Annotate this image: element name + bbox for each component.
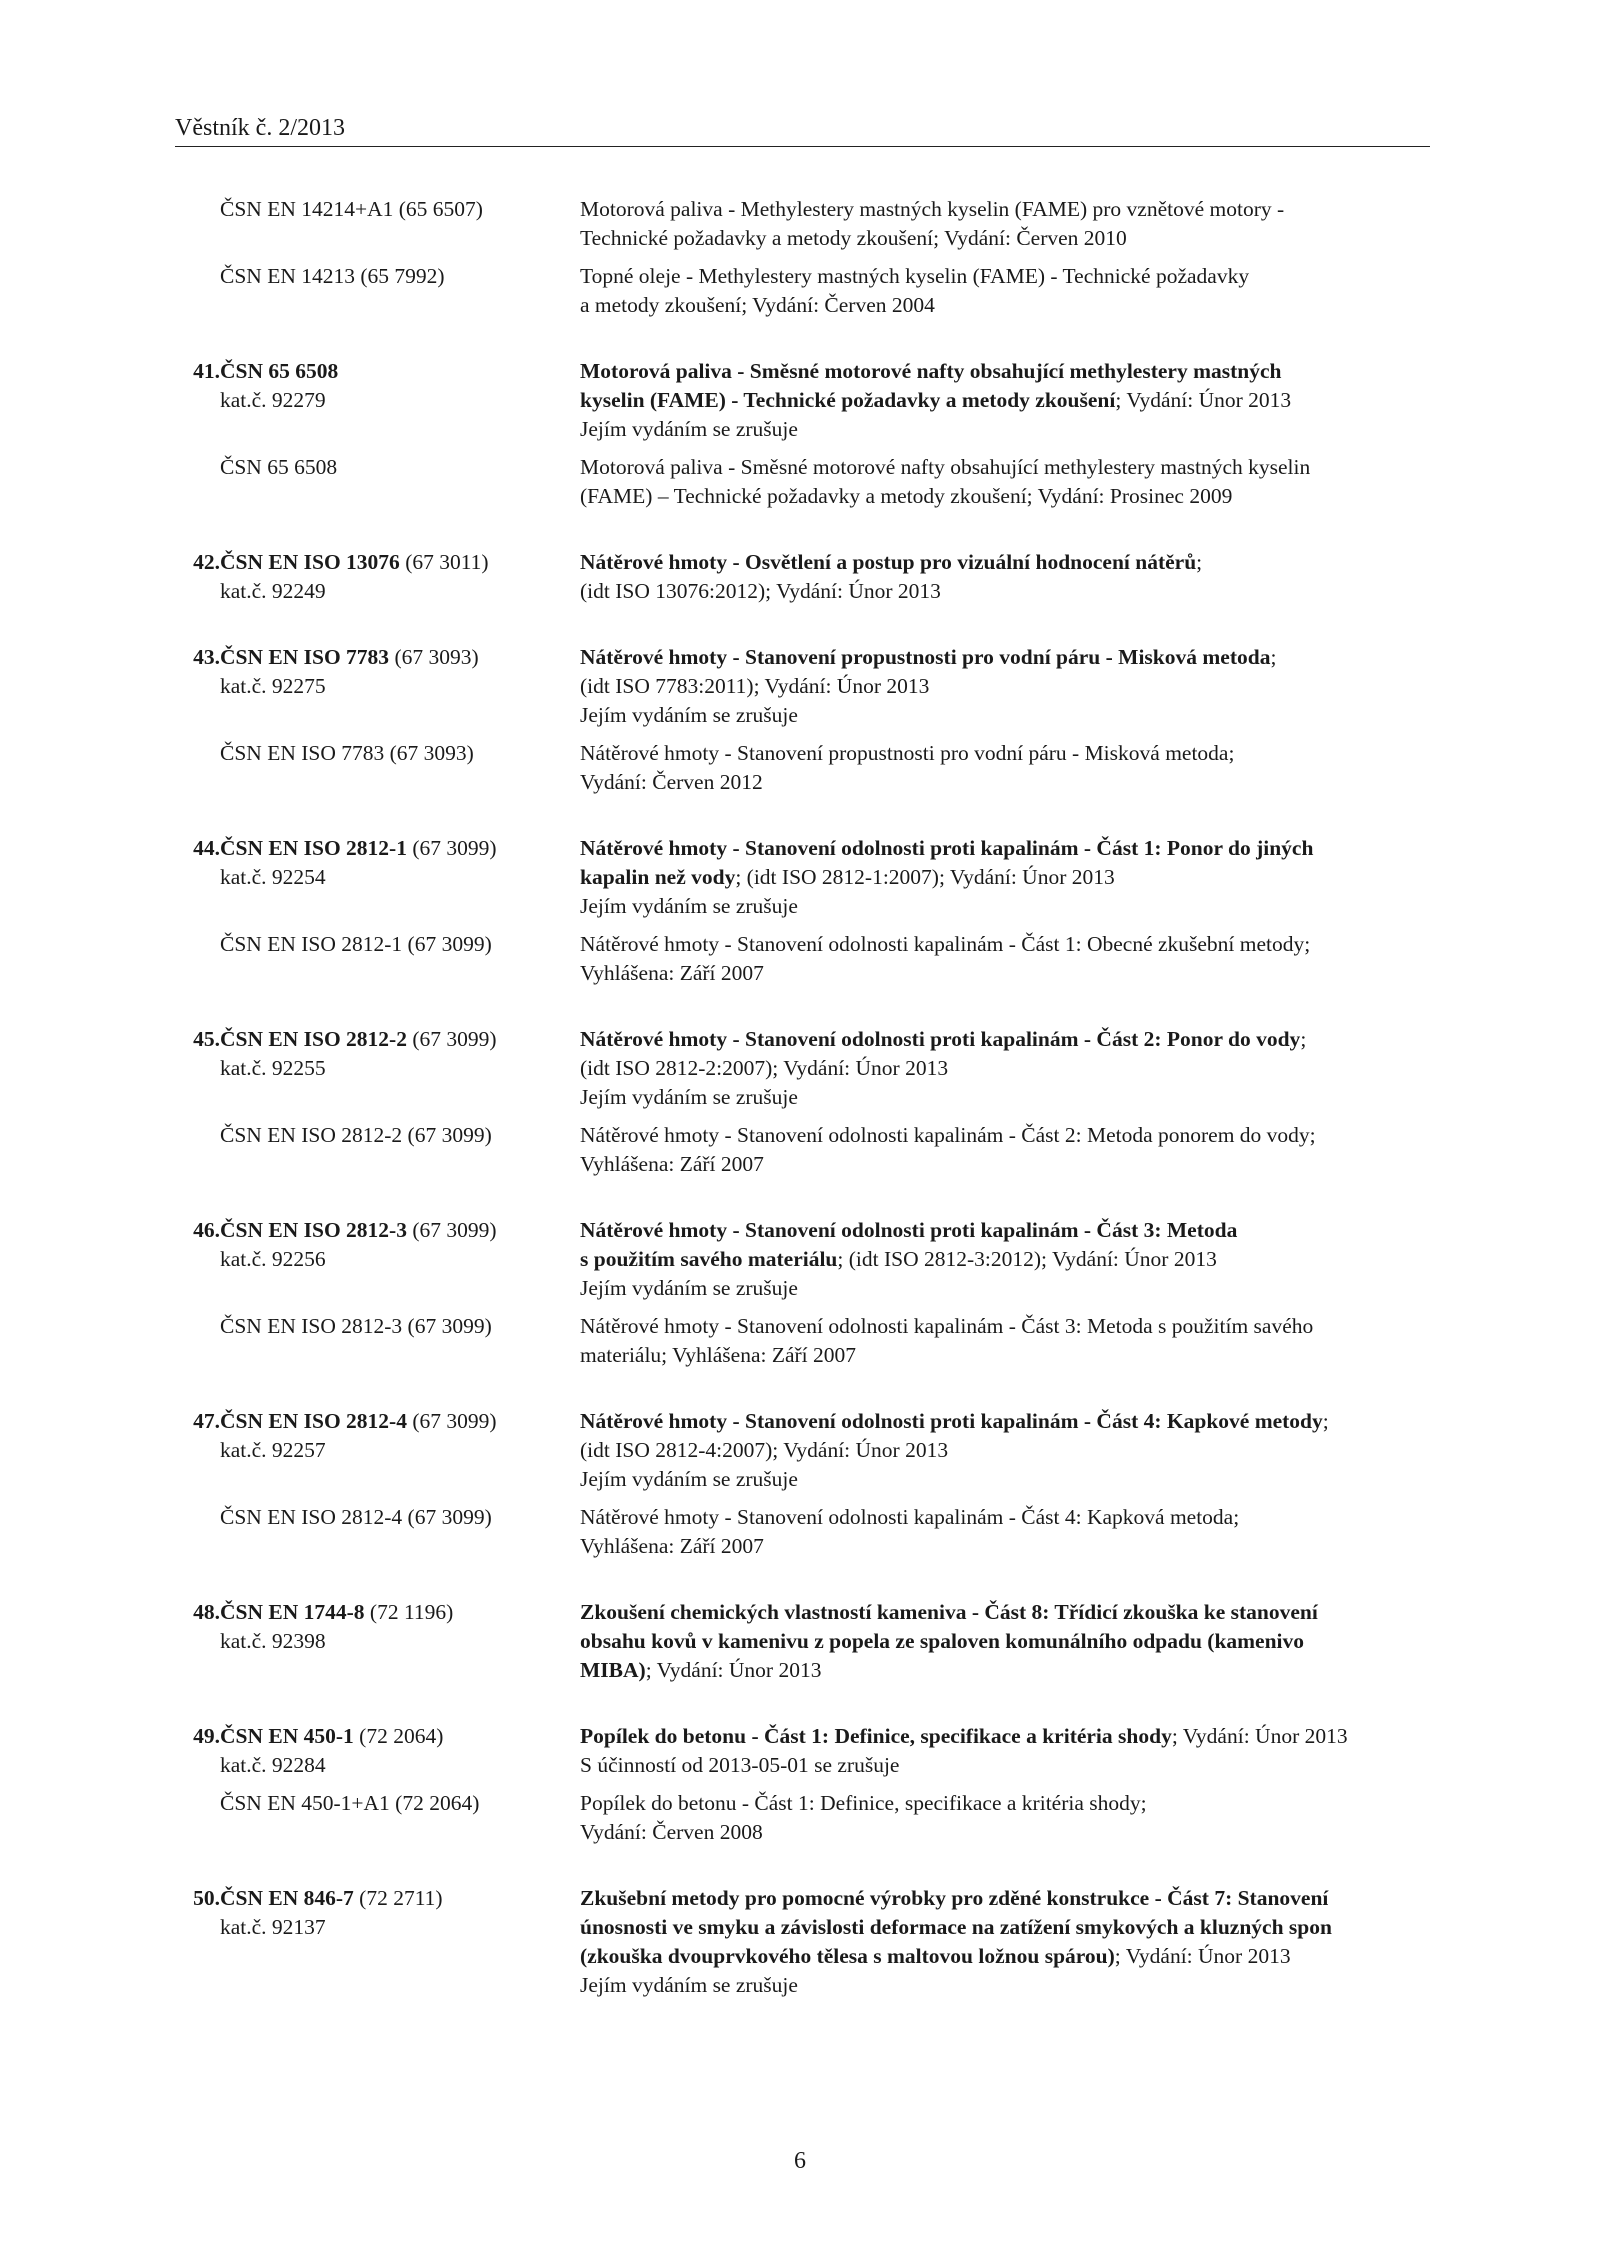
standard-code-line — [220, 548, 580, 577]
title-line — [580, 1751, 1430, 1780]
standard-title — [580, 1407, 1430, 1494]
title-regular-text: S účinností od 2013-05-01 se zrušuje — [580, 1753, 900, 1777]
title-line — [580, 1216, 1430, 1245]
standard-identifier — [175, 357, 580, 444]
replaced-standard-description — [580, 453, 1430, 511]
title-line — [580, 1598, 1430, 1627]
standard-code: ČSN 65 6508 — [220, 359, 339, 383]
standard-code-line — [220, 1216, 580, 1245]
standard-code: ČSN EN ISO 2812-1 — [220, 836, 407, 860]
standard-code: ČSN EN ISO 7783 — [220, 645, 390, 669]
title-line — [580, 415, 1430, 444]
classification-code: (67 3099) — [406, 1409, 497, 1433]
replaced-standard-description — [580, 1503, 1430, 1561]
replaced-standard-description — [580, 1312, 1430, 1370]
replaced-standard-description — [580, 195, 1430, 253]
catalog-number: kat.č. 92284 — [220, 1753, 326, 1777]
title-line — [580, 1245, 1430, 1274]
description-line: Motorová paliva - Methylestery mastných kyselin (FAME) pro vznětové motory - — [580, 197, 1285, 221]
standard-identifier — [175, 643, 580, 730]
entry-number: 45. — [193, 1027, 220, 1051]
classification-code: (67 3099) — [406, 1218, 497, 1242]
standard-entry — [175, 643, 1430, 797]
standard-title — [580, 1025, 1430, 1112]
title-bold-text: Nátěrové hmoty - Stanovení odolnosti proti kapalinám - Část 4: Kapkové metody — [580, 1409, 1323, 1433]
page-number: 6 — [794, 2148, 806, 2174]
title-regular-text: Jejím vydáním se zrušuje — [580, 1467, 798, 1491]
title-regular-text: ; — [1300, 1027, 1307, 1051]
standard-entry — [175, 834, 1430, 988]
replaced-standard-description — [580, 739, 1430, 797]
replaced-standard-code — [175, 195, 580, 253]
description-line: Vyhlášena: Září 2007 — [580, 961, 764, 985]
title-bold-text: Nátěrové hmoty - Stanovení odolnosti proti kapalinám - Část 2: Ponor do vody — [580, 1027, 1301, 1051]
standards-list — [175, 195, 1430, 2037]
title-line — [580, 892, 1430, 921]
title-line — [580, 1025, 1430, 1054]
title-line — [580, 1722, 1430, 1751]
standard-title — [580, 1598, 1430, 1685]
standard-title — [580, 1884, 1430, 2000]
title-bold-text: (zkouška dvouprvkového tělesa s maltovou ložnou spárou) — [580, 1944, 1115, 1968]
title-line — [580, 1942, 1430, 1971]
standard-code-line — [220, 1407, 580, 1436]
standard-code: ČSN EN ISO 2812-3 (67 3099) — [220, 1314, 492, 1338]
classification-code: (72 2711) — [353, 1886, 443, 1910]
description-line: Vyhlášena: Září 2007 — [580, 1534, 764, 1558]
title-regular-text: Jejím vydáním se zrušuje — [580, 1973, 798, 1997]
standard-code-line — [220, 834, 580, 863]
standard-code-line — [220, 1884, 580, 1913]
replaced-standard-row — [175, 453, 1430, 511]
title-regular-text: (idt ISO 2812-4:2007); Vydání: Únor 2013 — [580, 1438, 949, 1462]
description-line: a metody zkoušení; Vydání: Červen 2004 — [580, 293, 935, 317]
entry-number: 46. — [193, 1218, 220, 1242]
standard-entry — [175, 1598, 1430, 1685]
title-bold-text: Nátěrové hmoty - Stanovení odolnosti proti kapalinám - Část 3: Metoda — [580, 1218, 1238, 1242]
replaced-standard-code — [175, 453, 580, 511]
standard-title — [580, 643, 1430, 730]
catalog-number: kat.č. 92249 — [220, 579, 326, 603]
catalog-number: kat.č. 92256 — [220, 1247, 326, 1271]
title-line — [580, 1627, 1430, 1656]
replaced-standard-row — [175, 1121, 1430, 1179]
journal-title: Věstník č. 2/2013 — [175, 115, 345, 141]
replaced-standard-row — [175, 1789, 1430, 1847]
standard-code: ČSN EN ISO 2812-2 (67 3099) — [220, 1123, 492, 1147]
title-line — [580, 1274, 1430, 1303]
title-regular-text: ; — [1270, 645, 1277, 669]
standard-code-line — [220, 643, 580, 672]
new-standard-row — [175, 548, 1430, 606]
title-regular-text: ; — [1196, 550, 1203, 574]
entry-number: 47. — [193, 1409, 220, 1433]
new-standard-row — [175, 1598, 1430, 1685]
classification-code: (67 3099) — [406, 836, 497, 860]
standard-code-line — [220, 1025, 580, 1054]
title-regular-text: (idt ISO 13076:2012); Vydání: Únor 2013 — [580, 579, 941, 603]
standard-identifier — [175, 1884, 580, 2000]
standard-identifier — [175, 1025, 580, 1112]
entry-number: 50. — [193, 1886, 220, 1910]
standard-code: ČSN EN 14213 (65 7992) — [220, 264, 445, 288]
catalog-number: kat.č. 92398 — [220, 1629, 326, 1653]
title-bold-text: Motorová paliva - Směsné motorové nafty obsahující methylestery mastných — [580, 359, 1282, 383]
title-line — [580, 1913, 1430, 1942]
title-line — [580, 1083, 1430, 1112]
entry-number: 43. — [193, 645, 220, 669]
replaced-standard-code — [175, 1503, 580, 1561]
classification-code: (67 3099) — [406, 1027, 497, 1051]
new-standard-row — [175, 357, 1430, 444]
standard-entry — [175, 548, 1430, 606]
standard-code: ČSN EN ISO 2812-4 (67 3099) — [220, 1505, 492, 1529]
title-regular-text: ; (idt ISO 2812-3:2012); Vydání: Únor 2013 — [837, 1247, 1217, 1271]
description-line: Nátěrové hmoty - Stanovení odolnosti kapalinám - Část 3: Metoda s použitím savého — [580, 1314, 1314, 1338]
standard-identifier — [175, 834, 580, 921]
standard-code: ČSN EN ISO 2812-4 — [220, 1409, 407, 1433]
catalog-number: kat.č. 92279 — [220, 388, 326, 412]
description-line: Vydání: Červen 2012 — [580, 770, 763, 794]
standard-entry — [175, 1407, 1430, 1561]
title-line — [580, 548, 1430, 577]
replaced-standard-row — [175, 739, 1430, 797]
title-regular-text: Jejím vydáním se zrušuje — [580, 894, 798, 918]
standard-code: ČSN EN ISO 2812-3 — [220, 1218, 407, 1242]
title-line — [580, 643, 1430, 672]
description-line: materiálu; Vyhlášena: Září 2007 — [580, 1343, 857, 1367]
description-line: Popílek do betonu - Část 1: Definice, specifikace a kritéria shody; — [580, 1791, 1147, 1815]
new-standard-row — [175, 1722, 1430, 1780]
replaced-standard-code — [175, 1121, 580, 1179]
title-line — [580, 1465, 1430, 1494]
standard-code: ČSN EN ISO 2812-2 — [220, 1027, 407, 1051]
description-line: Motorová paliva - Směsné motorové nafty obsahující methylestery mastných kyselin — [580, 455, 1311, 479]
description-line: (FAME) – Technické požadavky a metody zkoušení; Vydání: Prosinec 2009 — [580, 484, 1233, 508]
title-regular-text: (idt ISO 7783:2011); Vydání: Únor 2013 — [580, 674, 930, 698]
replaced-standard-row — [175, 1312, 1430, 1370]
title-bold-text: Nátěrové hmoty - Stanovení propustnosti pro vodní páru - Misková metoda — [580, 645, 1271, 669]
standard-title — [580, 1722, 1430, 1780]
catalog-number: kat.č. 92255 — [220, 1056, 326, 1080]
title-line — [580, 357, 1430, 386]
standard-title — [580, 548, 1430, 606]
title-regular-text: ; Vydání: Únor 2013 — [1114, 1944, 1291, 1968]
entry-number: 41. — [193, 359, 220, 383]
description-line: Nátěrové hmoty - Stanovení propustnosti pro vodní páru - Misková metoda; — [580, 741, 1235, 765]
title-line — [580, 1407, 1430, 1436]
title-line — [580, 386, 1430, 415]
standard-identifier — [175, 548, 580, 606]
title-regular-text: ; — [1322, 1409, 1329, 1433]
replaced-standard-code — [175, 930, 580, 988]
replaced-standard-row — [175, 1503, 1430, 1561]
replaced-standard-code — [175, 262, 580, 320]
title-bold-text: únosnosti ve smyku a závislosti deformace na zatížení smykových a kluzných spon — [580, 1915, 1332, 1939]
title-bold-text: kyselin (FAME) - Technické požadavky a metody zkoušení — [580, 388, 1116, 412]
standard-identifier — [175, 1598, 580, 1685]
description-line: Nátěrové hmoty - Stanovení odolnosti kapalinám - Část 4: Kapková metoda; — [580, 1505, 1240, 1529]
description-line: Vyhlášena: Září 2007 — [580, 1152, 764, 1176]
standard-entry — [175, 357, 1430, 511]
catalog-number: kat.č. 92254 — [220, 865, 326, 889]
catalog-number: kat.č. 92137 — [220, 1915, 326, 1939]
standard-title — [580, 834, 1430, 921]
classification-code: (67 3093) — [389, 645, 479, 669]
replaced-standard-row — [175, 930, 1430, 988]
title-regular-text: Jejím vydáním se zrušuje — [580, 1276, 798, 1300]
new-standard-row — [175, 834, 1430, 921]
new-standard-row — [175, 1025, 1430, 1112]
catalog-number: kat.č. 92275 — [220, 674, 326, 698]
new-standard-row — [175, 1884, 1430, 2000]
standard-code: ČSN EN 450-1+A1 (72 2064) — [220, 1791, 480, 1815]
title-line — [580, 1884, 1430, 1913]
standard-identifier — [175, 1216, 580, 1303]
title-regular-text: Jejím vydáním se zrušuje — [580, 417, 798, 441]
title-line — [580, 1054, 1430, 1083]
classification-code: (72 2064) — [353, 1724, 444, 1748]
title-line — [580, 863, 1430, 892]
replaced-standard-code — [175, 1789, 580, 1847]
standard-code-line — [220, 1598, 580, 1627]
title-line — [580, 577, 1430, 606]
description-line: Vydání: Červen 2008 — [580, 1820, 763, 1844]
standard-entry — [175, 1216, 1430, 1370]
title-bold-text: Nátěrové hmoty - Osvětlení a postup pro vizuální hodnocení nátěrů — [580, 550, 1197, 574]
standard-code: ČSN EN 14214+A1 (65 6507) — [220, 197, 483, 221]
standard-code: ČSN 65 6508 — [220, 455, 338, 479]
title-line — [580, 1971, 1430, 2000]
standard-code: ČSN EN ISO 13076 — [220, 550, 400, 574]
continued-entry — [175, 195, 1430, 320]
standard-code: ČSN EN ISO 7783 (67 3093) — [220, 741, 474, 765]
replaced-standard-code — [175, 739, 580, 797]
title-line — [580, 1436, 1430, 1465]
standard-code: ČSN EN 1744-8 — [220, 1600, 365, 1624]
standard-identifier — [175, 1722, 580, 1780]
entry-number: 49. — [193, 1724, 220, 1748]
title-line — [580, 672, 1430, 701]
standard-code-line — [220, 1722, 580, 1751]
title-bold-text: Zkoušení chemických vlastností kameniva - Část 8: Třídicí zkouška ke stanovení — [580, 1600, 1318, 1624]
title-regular-text: ; Vydání: Únor 2013 — [1115, 388, 1292, 412]
standard-entry — [175, 1884, 1430, 2000]
entry-number: 48. — [193, 1600, 220, 1624]
standard-code: ČSN EN 450-1 — [220, 1724, 354, 1748]
new-standard-row — [175, 643, 1430, 730]
title-regular-text: ; (idt ISO 2812-1:2007); Vydání: Únor 2013 — [735, 865, 1115, 889]
title-bold-text: Zkušební metody pro pomocné výrobky pro zděné konstrukce - Část 7: Stanovení — [580, 1886, 1329, 1910]
title-regular-text: Jejím vydáním se zrušuje — [580, 1085, 798, 1109]
new-standard-row — [175, 1407, 1430, 1494]
standard-title — [580, 357, 1430, 444]
standard-title — [580, 1216, 1430, 1303]
description-line: Nátěrové hmoty - Stanovení odolnosti kapalinám - Část 1: Obecné zkušební metody; — [580, 932, 1311, 956]
title-bold-text: kapalin než vody — [580, 865, 736, 889]
title-bold-text: Nátěrové hmoty - Stanovení odolnosti proti kapalinám - Část 1: Ponor do jiných — [580, 836, 1314, 860]
replaced-standard-row — [175, 195, 1430, 253]
description-line: Nátěrové hmoty - Stanovení odolnosti kapalinám - Část 2: Metoda ponorem do vody; — [580, 1123, 1316, 1147]
title-bold-text: MIBA) — [580, 1658, 646, 1682]
title-bold-text: s použitím savého materiálu — [580, 1247, 838, 1271]
title-bold-text: Popílek do betonu - Část 1: Definice, specifikace a kritéria shody — [580, 1724, 1172, 1748]
title-regular-text: Jejím vydáním se zrušuje — [580, 703, 798, 727]
classification-code: (72 1196) — [364, 1600, 454, 1624]
title-regular-text: ; Vydání: Únor 2013 — [645, 1658, 822, 1682]
standard-code-line — [220, 357, 580, 386]
title-line — [580, 1656, 1430, 1685]
standard-entry — [175, 1025, 1430, 1179]
replaced-standard-description — [580, 1789, 1430, 1847]
replaced-standard-row — [175, 262, 1430, 320]
replaced-standard-description — [580, 262, 1430, 320]
replaced-standard-description — [580, 930, 1430, 988]
standard-code: ČSN EN ISO 2812-1 (67 3099) — [220, 932, 492, 956]
new-standard-row — [175, 1216, 1430, 1303]
classification-code: (67 3011) — [399, 550, 489, 574]
title-line — [580, 834, 1430, 863]
entry-number: 42. — [193, 550, 220, 574]
catalog-number: kat.č. 92257 — [220, 1438, 326, 1462]
replaced-standard-description — [580, 1121, 1430, 1179]
entry-number: 44. — [193, 836, 220, 860]
page-header — [175, 112, 1430, 147]
title-bold-text: obsahu kovů v kamenivu z popela ze spaloven komunálního odpadu (kamenivo — [580, 1629, 1305, 1653]
standard-code: ČSN EN 846-7 — [220, 1886, 354, 1910]
title-regular-text: (idt ISO 2812-2:2007); Vydání: Únor 2013 — [580, 1056, 949, 1080]
standard-entry — [175, 1722, 1430, 1847]
title-regular-text: ; Vydání: Únor 2013 — [1171, 1724, 1348, 1748]
replaced-standard-code — [175, 1312, 580, 1370]
title-line — [580, 701, 1430, 730]
description-line: Topné oleje - Methylestery mastných kyselin (FAME) - Technické požadavky — [580, 264, 1250, 288]
standard-identifier — [175, 1407, 580, 1494]
description-line: Technické požadavky a metody zkoušení; Vydání: Červen 2010 — [580, 226, 1127, 250]
